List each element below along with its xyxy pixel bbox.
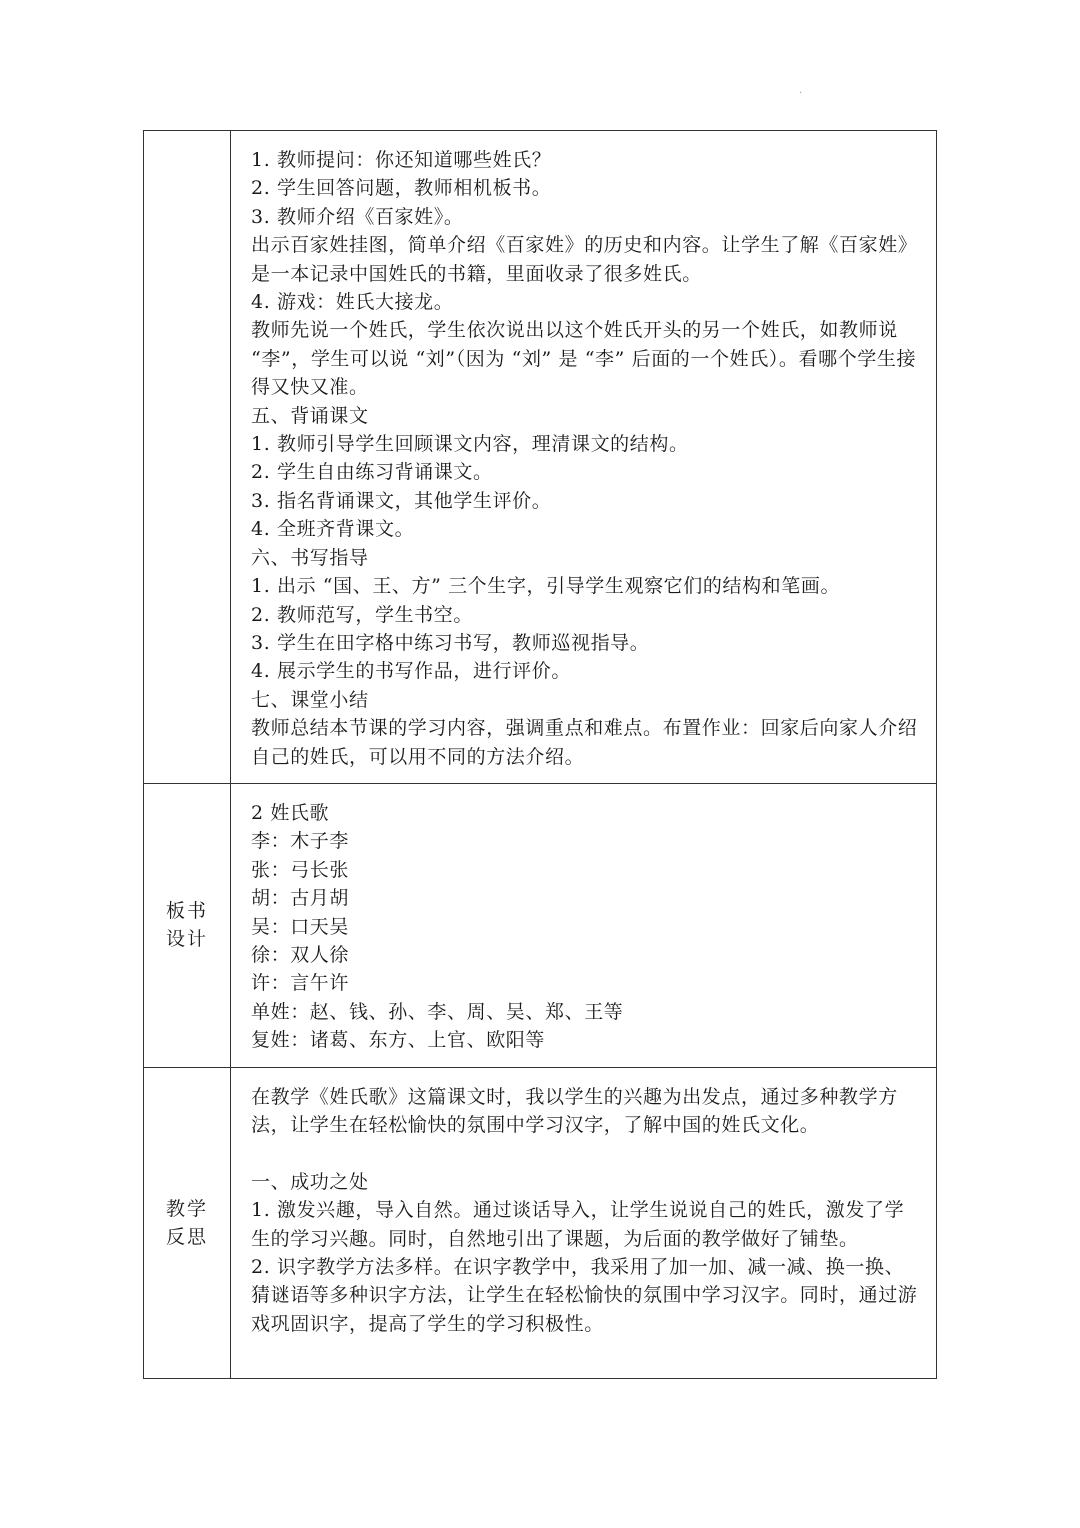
table-row (144, 131, 937, 784)
content-line: 复姓：诸葛、东方、上官、欧阳等 (251, 1029, 546, 1052)
content-line: 许：言午许 (251, 972, 350, 995)
row-label-cell (144, 1067, 231, 1378)
content-line: 3. 指名背诵课文，其他学生评价。 (251, 489, 552, 512)
content-line: 出示百家姓挂图，简单介绍《百家姓》的历史和内容。让学生了解《百家姓》是一本记录中国姓氏的书籍，里面收录了很多姓氏。 (251, 234, 918, 285)
content-line: 张：弓长张 (251, 858, 350, 881)
content-line: 3. 教师介绍《百家姓》。 (251, 205, 464, 228)
row-label-cell (144, 783, 231, 1067)
content-line: 徐：双人徐 (251, 943, 350, 966)
content-line: 3. 学生在田字格中练习书写，教师巡视指导。 (251, 631, 650, 654)
content-line: 1. 出示 “国、王、方” 三个生字，引导学生观察它们的结构和笔画。 (251, 575, 841, 598)
blackboard-title: 2 姓氏歌 (251, 801, 330, 824)
reflection-content-cell (231, 1067, 937, 1378)
row-label-blackboard-design: 板书设计 (165, 900, 208, 951)
content-line: 2. 教师范写，学生书空。 (251, 603, 473, 626)
content-line: 1. 教师引导学生回顾课文内容，理清课文的结构。 (251, 433, 689, 456)
content-line: 2. 识字教学方法多样。在识字教学中，我采用了加一加、减一减、换一换、猜谜语等多种识字方法，让学生在轻松愉快的氛围中学习汉字。同时，通过游戏巩固识字，提高了学生的学习积极性。 (251, 1256, 918, 1335)
content-line: 1. 激发兴趣，导入自然。通过谈话导入，让学生说说自己的姓氏，激发了学生的学习兴趣。同时，自然地引出了课题，为后面的教学做好了铺垫。 (251, 1199, 905, 1250)
content-line: 4. 全班齐背课文。 (251, 518, 415, 541)
content-line: 4. 展示学生的书写作品，进行评价。 (251, 660, 571, 683)
section-heading: 六、书写指导 (251, 546, 369, 569)
row-label-teaching-reflection: 教学反思 (165, 1197, 208, 1248)
content-line: 2. 学生自由练习背诵课文。 (251, 461, 493, 484)
section-heading: 七、课堂小结 (251, 688, 369, 711)
content-line: 李：木子李 (251, 830, 350, 853)
table-row (144, 1067, 937, 1378)
section-heading: 一、成功之处 (251, 1170, 369, 1193)
row-label-cell (144, 131, 231, 784)
content-line: 吴：口天吴 (251, 915, 350, 938)
table-row (144, 783, 937, 1067)
content-line: 单姓：赵、钱、孙、李、周、吴、郑、王等 (251, 1000, 624, 1023)
process-content-cell (231, 131, 937, 784)
blackboard-content-cell (231, 783, 937, 1067)
content-line: 教师先说一个姓氏，学生依次说出以这个姓氏开头的另一个姓氏，如教师说 “李”，学生可以说 “刘”（因为 “刘” 是 “李” 后面的一个姓氏）。看哪个学生接得又快又准。 (251, 319, 917, 399)
lesson-plan-table (143, 130, 937, 1379)
content-line: 在教学《姓氏歌》这篇课文时，我以学生的兴趣为出发点，通过多种教学方法，让学生在轻松愉快的氛围中学习汉字，了解中国的姓氏文化。 (251, 1085, 898, 1136)
page-mark: . (799, 85, 803, 96)
content-line: 1. 教师提问：你还知道哪些姓氏？ (251, 149, 552, 171)
content-line: 胡：古月胡 (251, 887, 350, 910)
blank-line (251, 1139, 918, 1167)
content-line: 4. 游戏：姓氏大接龙。 (251, 291, 454, 314)
section-heading: 五、背诵课文 (251, 404, 369, 427)
content-line: 教师总结本节课的学习内容，强调重点和难点。布置作业：回家后向家人介绍自己的姓氏，可以用不同的方法介绍。 (251, 717, 918, 768)
content-line: 2. 学生回答问题，教师相机板书。 (251, 177, 552, 200)
